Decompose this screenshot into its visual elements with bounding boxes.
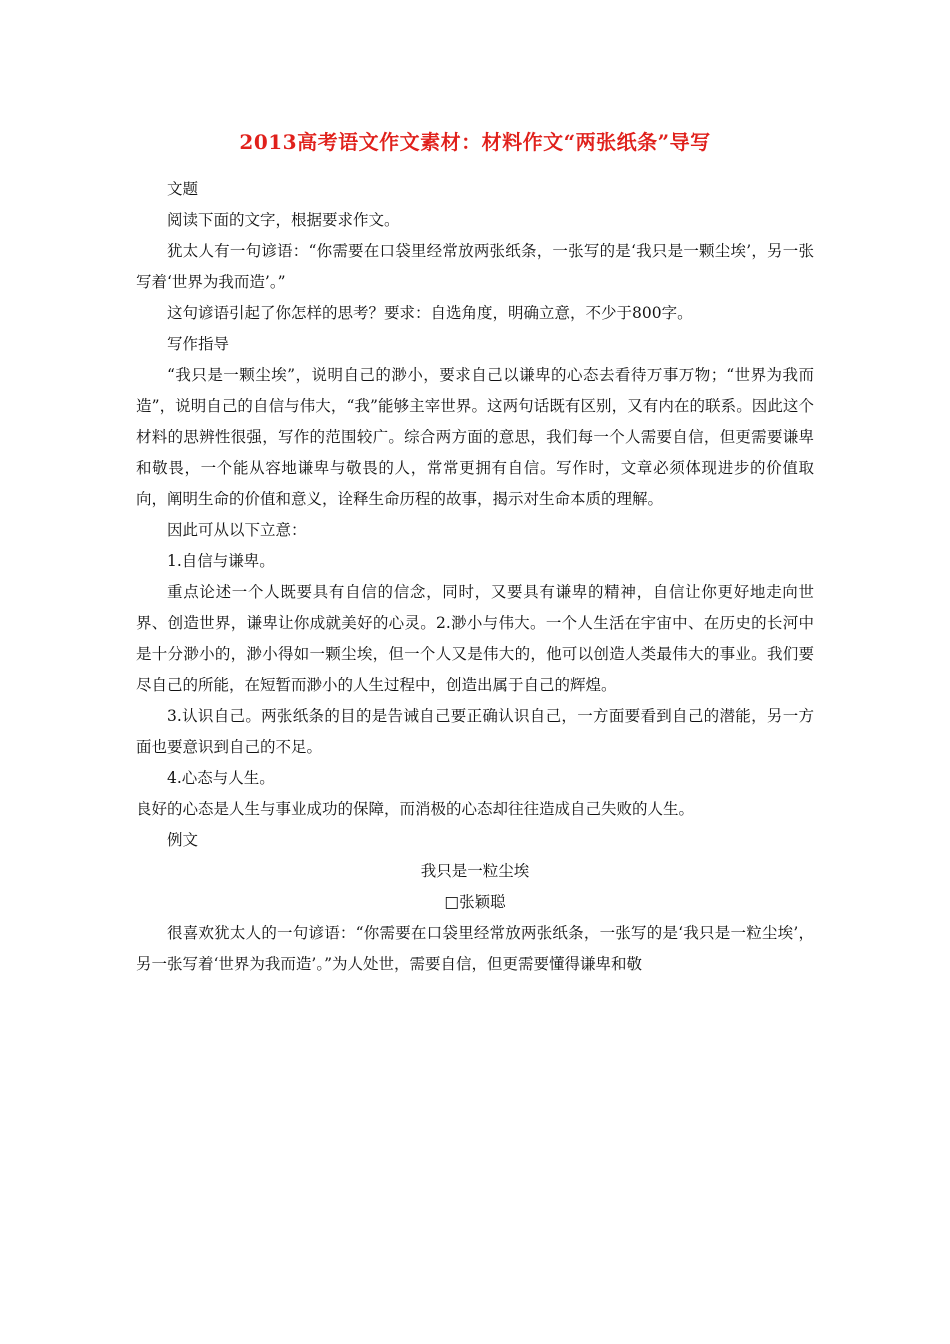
paragraph-requirement: 这句谚语引起了你怎样的思考？要求：自选角度，明确立意，不少于800字。 bbox=[167, 304, 693, 322]
section-heading-guidance: 写作指导 bbox=[167, 335, 230, 353]
paragraph-point-3: 3.认识自己。两张纸条的目的是告诫自己要正确认识自己，一方面要看到自己的潜能，另一方面也要意识到自己的不足。 bbox=[136, 707, 814, 756]
paragraph-guidance: “我只是一颗尘埃”，说明自己的渺小，要求自己以谦卑的心态去看待万事万物；“世界为我而造”，说明自己的自信与伟大，“我”能够主宰世界。这两句话既有区别，又有内在的联系。因此这个材料的思辨性很强，写作的范围较广。综合两方面的意思，我们每一个人需要自信，但更需要谦卑和敬畏，一个能从容地谦卑与敬畏的人，常常更拥有自信。写作时，文章必须体现进步的价值取向，阐明生命的价值和意义，诠释生命历程的故事，揭示对生命本质的理解。 bbox=[136, 366, 814, 508]
paragraph-point-4: 良好的心态是人生与事业成功的保障，而消极的心态却往往造成自己失败的人生。 bbox=[136, 800, 695, 818]
list-item-1: 1.自信与谦卑。 bbox=[167, 552, 275, 570]
document-body bbox=[136, 174, 814, 980]
paragraph-proverb: 犹太人有一句谚语：“你需要在口袋里经常放两张纸条，一张写的是‘我只是一颗尘埃’，另一张写着‘世界为我而造’。” bbox=[136, 242, 814, 291]
paragraph-essay-opening: 很喜欢犹太人的一句谚语：“你需要在口袋里经常放两张纸条，一张写的是‘我只是一粒尘埃’，另一张写着‘世界为我而造’。”为人处世，需要自信，但更需要懂得谦卑和敬 bbox=[136, 924, 814, 973]
essay-author: □张颖聪 bbox=[444, 893, 506, 911]
document-title: 2013高考语文作文素材：材料作文“两张纸条”导写 bbox=[239, 130, 711, 154]
section-heading-example: 例文 bbox=[167, 831, 199, 849]
section-heading-topic: 文题 bbox=[167, 180, 199, 198]
essay-title: 我只是一粒尘埃 bbox=[420, 862, 530, 880]
list-item-4: 4.心态与人生。 bbox=[167, 769, 275, 787]
paragraph-instruction: 阅读下面的文字，根据要求作文。 bbox=[167, 211, 400, 229]
paragraph-point-1-2: 重点论述一个人既要具有自信的信念，同时，又要具有谦卑的精神，自信让你更好地走向世界、创造世界，谦卑让你成就美好的心灵。2.渺小与伟大。一个人生活在宇宙中、在历史的长河中是十分渺小的，渺小得如一颗尘埃，但一个人又是伟大的，他可以创造人类最伟大的事业。我们要尽自己的所能，在短暂而渺小的人生过程中，创造出属于自己的辉煌。 bbox=[136, 583, 814, 694]
paragraph-intent-intro: 因此可从以下立意： bbox=[167, 521, 307, 539]
